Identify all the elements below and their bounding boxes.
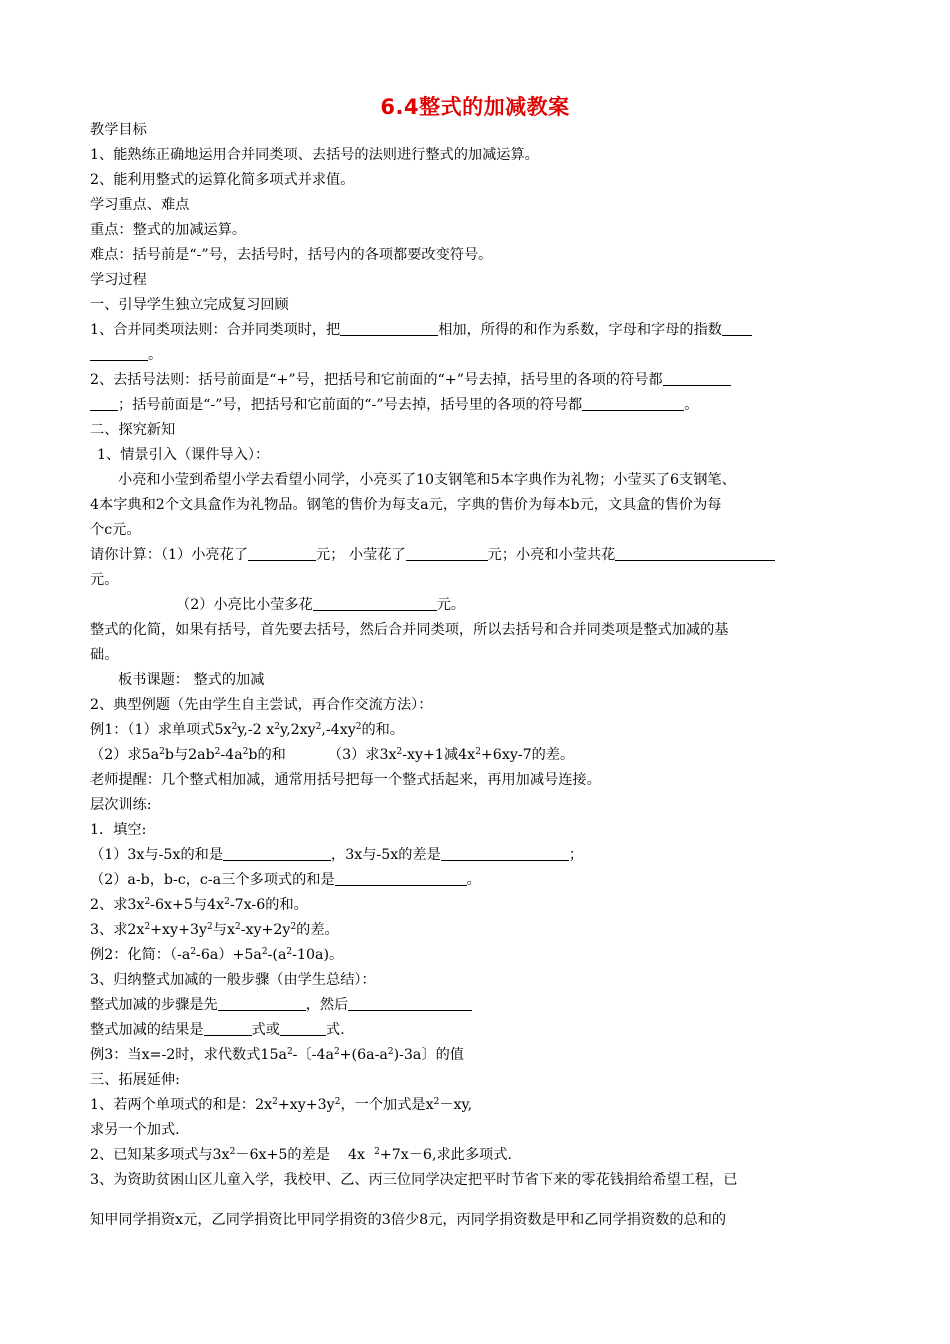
teacher-reminder: 老师提醒：几个整式相加减，通常用括号把每一个整式括起来，再用加减号连接。 [90,772,601,788]
practice-heading: 层次训练: [90,797,152,813]
section-two-heading: 二、探究新知 [90,422,176,438]
fill-blank[interactable] [340,321,438,336]
summary-heading: 3、归纳整式加减的一般步骤（由学生总结）： [90,972,376,988]
extension-1-cont: 求另一个加式. [90,1122,180,1138]
fill-in-heading: 1．填空: [90,822,147,838]
calc-question-2: （2）小亮比小莹多花 元。 [176,597,466,613]
example-3: 例3：当x=-2时，求代数式$15a^2-$〔$-4a^2+(6a-a^2)-3a$〕的值 [90,1047,464,1063]
exercise-2: 2、求$3x^2-6x+5$与$4x^2-7x-6$的和。 [90,897,308,913]
simplify-note-2: 础。 [90,647,119,663]
fill-blank[interactable] [722,321,752,336]
fill-blank[interactable] [406,546,488,561]
goal-1: 1、能熟练正确地运用合并同类项、去括号的法则进行整式的加减运算。 [90,147,539,163]
key-point: 重点：整式的加减运算。 [90,222,247,238]
example-1-part-1: 例1：（1）求单项式$5x^2y,-2$ $x^2y,2xy^2,-4xy^2$的和。 [90,722,405,738]
section-three-heading: 三、拓展延伸: [90,1072,180,1088]
extension-3-cont: 知甲同学捐资x元，乙同学捐资比甲同学捐资的3倍少8元，丙同学捐资数是甲和乙同学捐资数的总和的 [90,1212,727,1228]
heading-process: 学习过程 [90,272,147,288]
fill-blank[interactable] [335,871,467,886]
fill-blank[interactable] [204,1021,252,1036]
examples-heading: 2、典型例题（先由学生自主尝试，再合作交流方法）： [90,697,433,713]
difficult-point: 难点：括号前是“-”号，去括号时，括号内的各项都要改变符号。 [90,247,493,263]
fill-blank[interactable] [663,371,731,386]
rule-merge-line: 1、合并同类项法则：合并同类项时，把 相加，所得的和作为系数，字母和字母的指数 [90,321,752,339]
example-1-part-2-3: （2）求$5a^2b$与$2ab^2-4a^2b$的和 （3）求$3x^2-xy+1$减$4x^2+6xy-7$的差。 [90,747,575,763]
scenario-text-2: 4本字典和2个文具盒作为礼物品。钢笔的售价为每支a元，字典的售价为每本b元，文具盒的售价为每 [90,497,722,513]
fill-blank[interactable] [218,996,306,1011]
fill-blank[interactable] [248,546,316,561]
heading-key-points: 学习重点、难点 [90,197,190,213]
rule-bracket-line-cont: ；括号前面是“-”号，把括号和它前面的“-”号去掉，括号里的各项的符号都 。 [90,396,698,414]
fill-blank[interactable] [582,396,684,411]
fill-blank[interactable] [90,396,118,411]
section-one-heading: 一、引导学生独立完成复习回顾 [90,297,289,313]
extension-3: 3、为资助贫困山区儿童入学，我校甲、乙、丙三位同学决定把平时节省下来的零花钱捐给希望工程，已 [90,1172,738,1188]
fill-blank[interactable] [441,846,569,861]
scenario-heading: 1、情景引入（课件导入）： [97,447,270,463]
page-title: 6.4整式的加减教案 [380,95,570,119]
calc-question-1-cont: 元。 [90,572,119,588]
fill-blank[interactable] [280,1021,326,1036]
goal-2: 2、能利用整式的运算化简多项式并求值。 [90,172,355,188]
fill-blank[interactable] [90,346,148,361]
fill-blank[interactable] [615,546,775,561]
heading-teaching-goals: 教学目标 [90,122,147,138]
exercise-3: 3、求$2x^2+xy+3y^2$与$x^2-xy+2y^2$的差。 [90,922,339,938]
scenario-text-1: 小亮和小莹到希望小学去看望小同学，小亮买了10支钢笔和5本字典作为礼物；小莹买了6支钢笔、 [118,472,736,488]
calc-question-1: 请你计算：（1）小亮花了 元； 小莹花了 元；小亮和小莹共花 [90,546,775,564]
simplify-note-1: 整式的化简，如果有括号，首先要去括号，然后合并同类项，所以去括号和合并同类项是整式加减的基 [90,622,729,638]
example-2: 例2：化简：$(-a^2-6a)+5a^2-(a^2-10a)$。 [90,947,344,963]
fill-in-2: （2）a-b，b-c，c-a三个多项式的和是 。 [90,872,481,888]
extension-1: 1、若两个单项式的和是：$2x^2+xy+3y^2$，一个加式是$x^2-xy$, [90,1097,473,1113]
board-title: 板书课题： 整式的加减 [118,672,265,688]
fill-in-1: （1）3x与-5x的和是 ，3x与-5x的差是 ； [90,847,584,863]
fill-blank[interactable] [223,846,331,861]
fill-blank[interactable] [348,996,472,1011]
extension-2: 2、已知某多项式与$3x^2-6x+5$的差是 4x $^2$+7x－6,求此多项式. [90,1147,512,1163]
scenario-text-3: 个c元。 [90,522,141,538]
summary-steps: 整式加减的步骤是先 ，然后 [90,996,472,1014]
rule-merge-line-cont: 。 [90,346,162,364]
rule-bracket-line: 2、去括号法则：括号前面是“+”号，把括号和它前面的“+”号去掉，括号里的各项的符号都 [90,371,731,389]
fill-blank[interactable] [313,596,437,611]
summary-result: 整式加减的结果是 式或 式. [90,1022,345,1038]
